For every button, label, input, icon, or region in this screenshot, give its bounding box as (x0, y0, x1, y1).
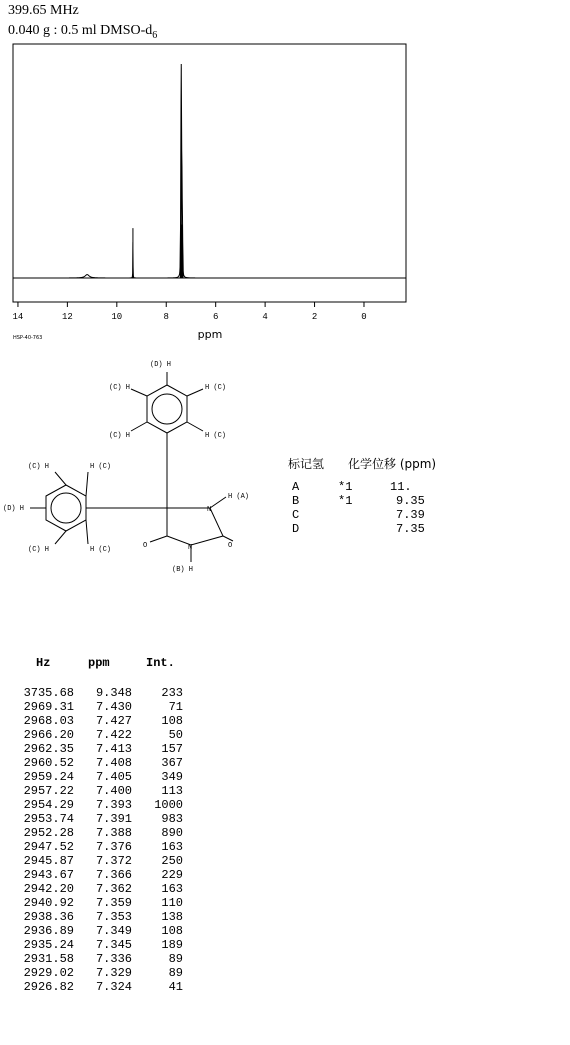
peak-ppm: 7.366 (95, 868, 132, 882)
peak-hz: 2962.35 (23, 742, 74, 756)
peak-ppm: 7.376 (95, 840, 132, 854)
peak-hz: 3735.68 (23, 686, 74, 700)
peak-int: 229 (161, 868, 183, 882)
peak-int: 349 (161, 770, 183, 784)
peak-hz: 2942.20 (23, 882, 74, 896)
peak-hz: 2929.02 (23, 966, 74, 980)
peak-int: 41 (168, 980, 183, 994)
peak-int: 138 (161, 910, 183, 924)
x-tick-label: 12 (61, 312, 73, 322)
peak-hz: 2952.28 (23, 826, 74, 840)
peak-ppm: 7.336 (95, 952, 132, 966)
peak-hz: 2945.87 (23, 854, 74, 868)
upper-phenyl-ring (147, 385, 187, 433)
spectrum-trace (13, 64, 406, 278)
peak-int: 108 (161, 924, 183, 938)
assign-note: *1 (338, 494, 353, 508)
peak-hz: 2953.74 (23, 812, 74, 826)
peak-int: 189 (161, 938, 183, 952)
atom-label: N (207, 506, 212, 514)
peak-ppm: 7.391 (95, 812, 132, 826)
peak-ppm: 7.353 (95, 910, 132, 924)
atom-label: H (C) (205, 384, 227, 392)
x-tick-label: 0 (361, 312, 367, 322)
atom-label: (B) H (172, 566, 194, 574)
x-tick-label: 6 (212, 312, 219, 322)
atom-label: H (C) (90, 463, 112, 471)
atom-label: (C) H (109, 384, 131, 392)
x-tick-label: 10 (111, 312, 123, 322)
peak-hz: 2943.67 (23, 868, 74, 882)
peak-hz: 2926.82 (23, 980, 74, 994)
peak-ppm: 7.345 (95, 938, 132, 952)
upper-phenyl-aromatic (152, 394, 182, 424)
peak-header-int: Int. (146, 656, 175, 670)
peak-int: 71 (168, 700, 183, 714)
peak-hz: 2957.22 (23, 784, 74, 798)
atom-label: (C) H (109, 432, 131, 440)
assign-note: *1 (338, 480, 353, 494)
peak-int: 367 (161, 756, 183, 770)
peak-hz: 2959.24 (23, 770, 74, 784)
peak-int: 89 (168, 966, 183, 980)
peak-hz: 2936.89 (23, 924, 74, 938)
peak-int: 890 (161, 826, 183, 840)
peak-ppm: 7.372 (95, 854, 132, 868)
atom-label: (D) H (150, 361, 172, 369)
atom-label: H (C) (205, 432, 227, 440)
atom-label: O (228, 542, 233, 550)
peak-header-hz: Hz (36, 656, 51, 670)
peak-int: 983 (161, 812, 183, 826)
x-tick-label: 14 (12, 312, 24, 322)
peak-int: 89 (168, 952, 183, 966)
peak-ppm: 7.427 (95, 714, 132, 728)
structure-labels (3, 361, 249, 574)
assign-header-label: 标记氢 (288, 457, 325, 471)
peak-hz: 2935.24 (23, 938, 74, 952)
peak-int: 108 (161, 714, 183, 728)
peak-ppm: 7.413 (95, 742, 132, 756)
molecule-structure (30, 372, 233, 562)
peak-hz: 2968.03 (23, 714, 74, 728)
peak-hz: 2960.52 (23, 756, 74, 770)
assign-shift: 9.35 (396, 494, 425, 508)
peak-ppm: 7.422 (95, 728, 132, 742)
peak-int: 163 (161, 882, 183, 896)
assign-shift: 7.35 (396, 522, 425, 536)
peak-hz: 2969.31 (23, 700, 74, 714)
assign-label: C (292, 508, 300, 522)
atom-label: (C) H (28, 546, 50, 554)
plot-frame (13, 44, 406, 302)
peak-ppm: 7.329 (95, 966, 132, 980)
atom-label: H (C) (90, 546, 112, 554)
x-tick-label: 4 (262, 312, 268, 322)
assign-header-shift: 化学位移 (ppm) (348, 457, 437, 471)
assign-label: A (292, 480, 300, 494)
assign-shift: 7.39 (396, 508, 425, 522)
x-tick-label: 2 (311, 312, 318, 322)
atom-label: O (143, 542, 148, 550)
peak-int: 113 (161, 784, 183, 798)
atom-label: N (188, 544, 193, 552)
peak-ppm: 7.359 (95, 896, 132, 910)
x-axis-label: ppm (197, 328, 223, 341)
frequency-label: 399.65 MHz (8, 3, 79, 18)
peak-ppm: 7.430 (95, 700, 132, 714)
left-phenyl-aromatic (51, 493, 81, 523)
left-phenyl-ring (46, 485, 86, 531)
peak-hz: 2938.36 (23, 910, 74, 924)
atom-label: (C) H (28, 463, 50, 471)
spectrum-code: HSP-40-763 (13, 335, 43, 341)
assign-shift: 11. (390, 480, 412, 494)
sample-prefix: 0.040 g : 0.5 ml DMSO-d (8, 23, 153, 38)
peak-hz: 2931.58 (23, 952, 74, 966)
peak-hz: 2940.92 (23, 896, 74, 910)
peak-ppm: 7.324 (95, 980, 132, 994)
peak-int: 233 (161, 686, 183, 700)
assign-label: D (292, 522, 300, 536)
peak-ppm: 7.408 (95, 756, 132, 770)
peak-ppm: 7.388 (95, 826, 132, 840)
peak-int: 163 (161, 840, 183, 854)
peak-ppm: 7.393 (95, 798, 132, 812)
atom-label: (D) H (3, 505, 25, 513)
peak-int: 110 (161, 896, 183, 910)
peak-ppm: 7.405 (95, 770, 132, 784)
peak-hz: 2954.29 (23, 798, 74, 812)
assign-label: B (292, 494, 300, 508)
sample-subscript: 6 (152, 29, 158, 41)
peak-hz: 2966.20 (23, 728, 74, 742)
peak-hz: 2947.52 (23, 840, 74, 854)
peak-header-ppm: ppm (88, 656, 110, 670)
peak-ppm: 7.349 (95, 924, 132, 938)
x-axis-ticks (13, 302, 367, 322)
peak-int: 50 (168, 728, 183, 742)
x-tick-label: 8 (163, 312, 169, 322)
peak-ppm: 9.348 (95, 686, 132, 700)
peak-int: 250 (161, 854, 183, 868)
peak-ppm: 7.362 (95, 882, 132, 896)
atom-label: H (A) (228, 493, 250, 501)
peak-ppm: 7.400 (95, 784, 132, 798)
peak-int: 1000 (154, 798, 183, 812)
peak-int: 157 (161, 742, 183, 756)
